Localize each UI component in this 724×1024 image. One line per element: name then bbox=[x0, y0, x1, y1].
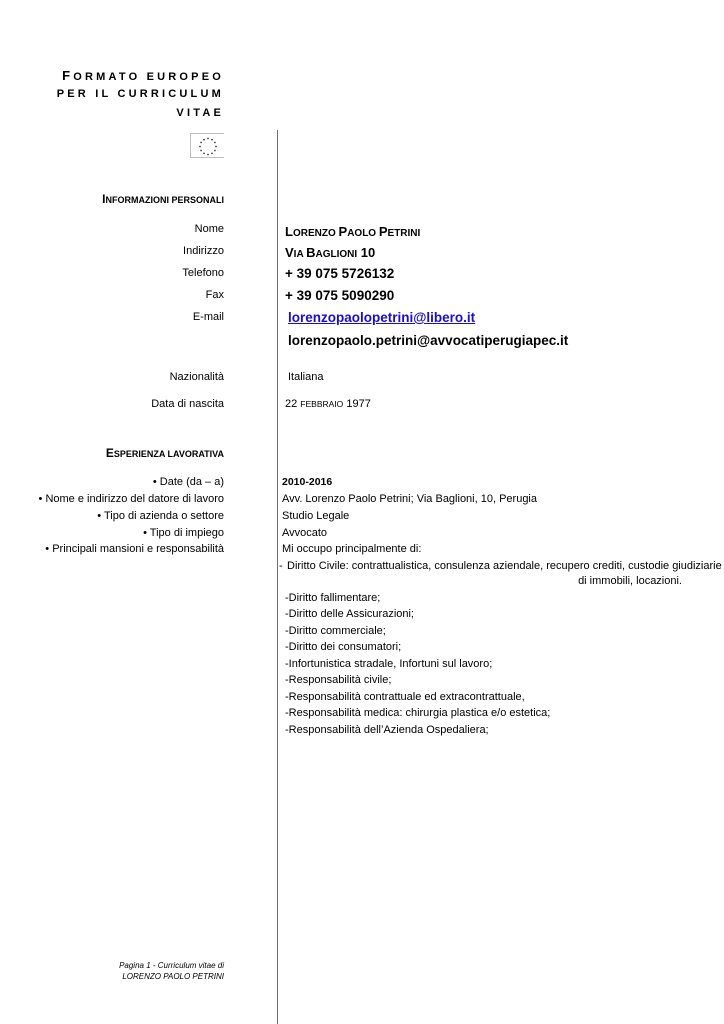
section-title-personal-info: INFORMAZIONI PERSONALI bbox=[102, 192, 224, 206]
duties-intro: Mi occupo principalmente di: bbox=[282, 543, 422, 555]
label-employer: • Nome e indirizzo del datore di lavoro bbox=[38, 493, 224, 505]
value-birth-date: 22 FEBBRAIO 1977 bbox=[285, 398, 371, 410]
cv-title-line-1: FORMATO EUROPEO bbox=[62, 68, 224, 83]
label-birth-date: Data di nascita bbox=[151, 398, 224, 410]
eu-stars-logo bbox=[190, 133, 224, 158]
list-item: -Diritto dei consumatori; bbox=[285, 641, 402, 653]
label-name: Nome bbox=[194, 223, 224, 235]
page-footer bbox=[119, 960, 224, 982]
list-item: -Responsabilità civile; bbox=[285, 674, 392, 686]
label-nationality: Nazionalità bbox=[169, 371, 224, 383]
label-duties: • Principali mansioni e responsabilità bbox=[45, 543, 224, 555]
label-email: E-mail bbox=[192, 311, 224, 323]
email-link[interactable]: lorenzopaolopetrini@libero.it bbox=[288, 310, 476, 325]
list-item: -Responsabilità dell’Azienda Ospedaliera; bbox=[285, 724, 489, 736]
label-sector: • Tipo di azienda o settore bbox=[97, 510, 224, 522]
label-fax: Fax bbox=[205, 289, 224, 301]
footer-owner-name: LORENZO PAOLO PETRINI bbox=[122, 972, 224, 981]
duties-first-line-2: di immobili, locazioni. bbox=[578, 575, 682, 587]
value-fax: + 39 075 5090290 bbox=[285, 288, 395, 303]
value-name: LORENZO PAOLO PETRINI bbox=[285, 224, 421, 239]
list-item: -Diritto fallimentare; bbox=[285, 592, 381, 604]
label-dates: • Date (da – a) bbox=[152, 476, 224, 488]
duties-first-line-1: Diritto Civile: contrattualistica, consulenza aziendale, recupero crediti, custodie giudiziarie bbox=[287, 560, 722, 572]
value-pec-email: lorenzopaolo.petrini@avvocatiperugiapec.it bbox=[288, 333, 569, 348]
list-item: -Responsabilità contrattuale ed extracontrattuale, bbox=[285, 691, 525, 703]
label-job-type: • Tipo di impiego bbox=[143, 527, 224, 539]
value-dates: 2010-2016 bbox=[282, 476, 333, 488]
duties-first-dash: - bbox=[279, 560, 283, 572]
column-divider bbox=[277, 130, 278, 1024]
value-phone: + 39 075 5726132 bbox=[285, 266, 395, 281]
list-item: -Infortunistica stradale, Infortuni sul lavoro; bbox=[285, 658, 493, 670]
section-title-work-experience: ESPERIENZA LAVORATIVA bbox=[105, 446, 224, 460]
label-address: Indirizzo bbox=[183, 245, 224, 257]
value-sector: Studio Legale bbox=[282, 510, 350, 522]
list-item: -Responsabilità medica: chirurgia plastica e/o estetica; bbox=[285, 707, 551, 719]
cv-title-line-3: VITAE bbox=[176, 107, 224, 119]
cv-title-line-2: PER IL CURRICULUM bbox=[56, 88, 224, 100]
list-item: -Diritto delle Assicurazioni; bbox=[285, 608, 414, 620]
value-address: VIA BAGLIONI 10 bbox=[285, 245, 376, 260]
footer-page-label: Pagina 1 - Curriculum vitae di bbox=[119, 961, 224, 970]
value-employer: Avv. Lorenzo Paolo Petrini; Via Baglioni, 10, Perugia bbox=[282, 493, 537, 505]
value-job-type: Avvocato bbox=[282, 527, 328, 539]
label-phone: Telefono bbox=[182, 267, 224, 279]
value-nationality: Italiana bbox=[288, 371, 324, 383]
list-item: -Diritto commerciale; bbox=[285, 625, 386, 637]
